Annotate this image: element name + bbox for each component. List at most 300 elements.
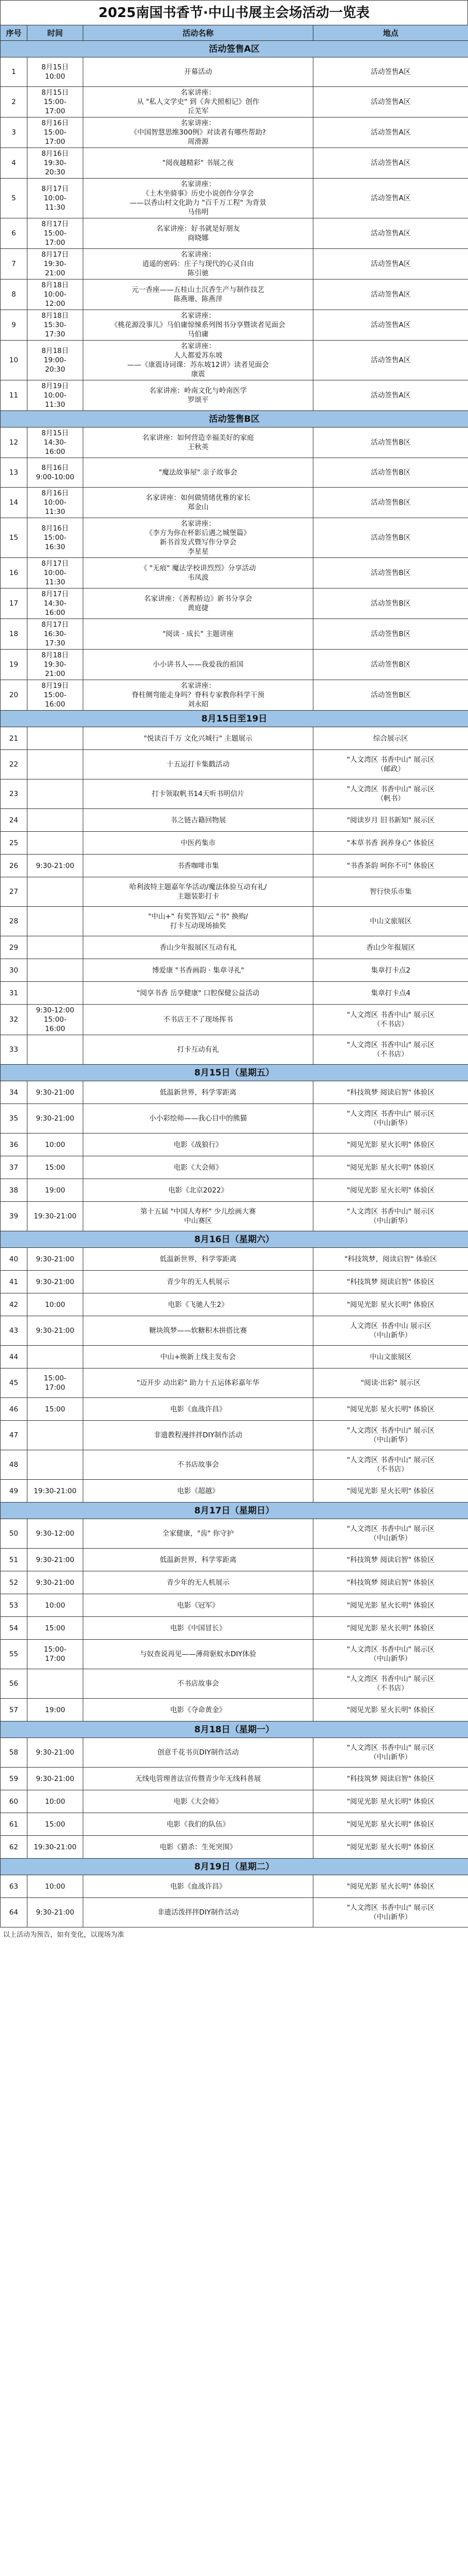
cell-place: 智行快乐市集 <box>313 877 468 907</box>
cell-no: 28 <box>1 907 27 936</box>
cell-place: 综合展示区 <box>313 727 468 750</box>
table-row <box>1 1617 468 1640</box>
cell-time: 8月17日 19:30- 21:00 <box>27 249 83 279</box>
cell-activity: 电影《大会师》 <box>83 1790 313 1813</box>
cell-place: "阅见光影 星火长明" 体验区 <box>313 1480 468 1503</box>
cell-no: 38 <box>1 1179 27 1202</box>
cell-no: 52 <box>1 1571 27 1594</box>
cell-place: 活动签售A区 <box>313 148 468 179</box>
table-row <box>1 727 468 750</box>
table-row <box>1 1398 468 1421</box>
cell-activity: 名家讲座： 《桃花源没事儿》马伯庸惊悚系列图书分享暨读者见面会 马伯庸 <box>83 310 313 341</box>
table-row <box>1 959 468 982</box>
cell-no: 43 <box>1 1316 27 1346</box>
cell-no: 56 <box>1 1669 27 1699</box>
header-time: 时间 <box>27 25 83 41</box>
cell-activity: 糖块筑梦——软糖积木拼搭比赛 <box>83 1316 313 1346</box>
cell-place: "阅见光影 星火长明" 体验区 <box>313 1293 468 1316</box>
cell-time: 8月16日 15:00- 17:00 <box>27 117 83 148</box>
table-row <box>1 1898 468 1927</box>
table-row <box>1 1134 468 1156</box>
cell-no: 7 <box>1 249 27 279</box>
cell-no: 5 <box>1 179 27 218</box>
cell-activity: 非遗教程漫拌拌DIY制作活动 <box>83 1421 313 1450</box>
cell-place: "人文湾区 书香中山" 展示区 （中山新华） <box>313 1202 468 1231</box>
cell-no: 13 <box>1 458 27 488</box>
section-header-row <box>1 1859 468 1875</box>
table-row <box>1 279 468 310</box>
table-row <box>1 1081 468 1104</box>
cell-no: 20 <box>1 680 27 711</box>
cell-place: "阅见光影 星火长明" 体验区 <box>313 1156 468 1179</box>
table-row <box>1 650 468 680</box>
cell-activity: 书香咖啡市集 <box>83 855 313 877</box>
table-row <box>1 1571 468 1594</box>
cell-time: 8月17日 16:30- 17:30 <box>27 619 83 650</box>
page-title: 2025南国书香节·中山书展主会场活动一览表 <box>0 0 468 25</box>
cell-time: 8月18日 19:30- 21:00 <box>27 650 83 680</box>
cell-no: 22 <box>1 750 27 779</box>
cell-activity: 书之链古籍回物展 <box>83 809 313 832</box>
cell-activity: 低温新世界，科学零距离 <box>83 1549 313 1571</box>
table-row <box>1 1836 468 1859</box>
cell-no: 50 <box>1 1519 27 1549</box>
cell-place: 活动签售A区 <box>313 57 468 87</box>
cell-place: "阅见光影 星火长明" 体验区 <box>313 1875 468 1898</box>
cell-place: 活动签售A区 <box>313 380 468 411</box>
cell-place: "阅见光影 星火长明" 体验区 <box>313 1398 468 1421</box>
cell-no: 54 <box>1 1617 27 1640</box>
cell-time: 15:00- 17:00 <box>27 1640 83 1669</box>
table-row <box>1 588 468 619</box>
cell-no: 47 <box>1 1421 27 1450</box>
cell-place: "科技筑梦 阅读启智" 体验区 <box>313 1549 468 1571</box>
cell-no: 55 <box>1 1640 27 1669</box>
cell-place: "人文湾区 书香中山" 展示区 （中山新华） <box>313 1421 468 1450</box>
cell-time <box>27 959 83 982</box>
table-row <box>1 750 468 779</box>
cell-no: 30 <box>1 959 27 982</box>
cell-no: 3 <box>1 117 27 148</box>
cell-activity: 电影《中国冒长》 <box>83 1617 313 1640</box>
cell-place: "人文湾区 书香中山" 展示区 （不书店） <box>313 1005 468 1035</box>
cell-no: 21 <box>1 727 27 750</box>
table-row <box>1 619 468 650</box>
cell-time: 8月17日 14:30- 16:00 <box>27 588 83 619</box>
cell-activity: "悦读百千万 文化兴城行" 主题展示 <box>83 727 313 750</box>
cell-no: 45 <box>1 1368 27 1398</box>
table-row <box>1 1594 468 1617</box>
cell-place: "科技筑梦 阅读启智" 体验区 <box>313 1571 468 1594</box>
cell-place: "人文湾区 书香中山" 展示区 （中山新华） <box>313 1519 468 1549</box>
cell-place: "阅读岁月 旧书新知" 展示区 <box>313 809 468 832</box>
cell-time <box>27 1035 83 1065</box>
cell-place: "人文湾区 书香中山" 展示区 （中山新华） <box>313 1898 468 1927</box>
cell-time: 9:30-21:00 <box>27 1571 83 1594</box>
footer-note: 以上活动为预告，如有变化，以现场为准 <box>3 1931 125 1939</box>
cell-time: 9:30-21:00 <box>27 855 83 877</box>
cell-place: "科技筑梦，阅读启智" 体验区 <box>313 1248 468 1271</box>
cell-no: 27 <box>1 877 27 907</box>
cell-time: 8月16日 19:30- 20:30 <box>27 148 83 179</box>
table-row <box>1 458 468 488</box>
cell-activity: 电影《我们的队伍》 <box>83 1813 313 1836</box>
table-row <box>1 117 468 148</box>
cell-place: "阅见光影 星火长明" 体验区 <box>313 1134 468 1156</box>
cell-activity: 元一香座——五桂山土沉香生产与制作技艺 陈燕珊、陈燕萍 <box>83 279 313 310</box>
cell-activity: 名家讲座：《善程桥边》新书分享会 黄庭捷 <box>83 588 313 619</box>
cell-activity: "阅享书香 岳享健康" 口腔保健公益活动 <box>83 982 313 1005</box>
cell-place: "人文湾区 书香中山" 展示区 （中山新华） <box>313 1104 468 1134</box>
table-row <box>1 936 468 959</box>
cell-time: 10:00 <box>27 1875 83 1898</box>
cell-time: 10:00 <box>27 1134 83 1156</box>
cell-place: "人文湾区 书香中山" 展示区 （不书店） <box>313 1669 468 1699</box>
cell-activity: 名家讲座：好书就是好朋友 商晓娜 <box>83 218 313 249</box>
cell-place: 活动签售B区 <box>313 458 468 488</box>
table-row <box>1 310 468 341</box>
cell-no: 26 <box>1 855 27 877</box>
section-title: 8月16日（星期六） <box>1 1231 468 1248</box>
cell-no: 19 <box>1 650 27 680</box>
cell-activity: 名家讲座： 《土木坐骑事》历史小说创作分享会 ——以香山村文化助力 "百千万工程" 为背景 马伟明 <box>83 179 313 218</box>
cell-time: 9:30-21:00 <box>27 1104 83 1134</box>
cell-no: 51 <box>1 1549 27 1571</box>
table-row <box>1 148 468 179</box>
cell-activity: 电影《冠军》 <box>83 1594 313 1617</box>
cell-place: 集章打卡点2 <box>313 959 468 982</box>
cell-time <box>27 1346 83 1368</box>
cell-place: 活动签售B区 <box>313 650 468 680</box>
schedule-table <box>0 25 468 1927</box>
cell-activity: 名家讲座： 逍遥的密码：庄子与现代的心灵自由 陈引驰 <box>83 249 313 279</box>
cell-activity: 打卡互动有礼 <box>83 1035 313 1065</box>
cell-no: 18 <box>1 619 27 650</box>
cell-time: 15:00 <box>27 1617 83 1640</box>
cell-place: "阅见光影 星火长明" 体验区 <box>313 1179 468 1202</box>
cell-activity: 电影《血战许昌》 <box>83 1875 313 1898</box>
cell-time: 9:30-21:00 <box>27 1248 83 1271</box>
cell-place: "人文湾区 书香中山" 展示区 （中山新华） <box>313 1640 468 1669</box>
cell-place: 活动签售A区 <box>313 279 468 310</box>
cell-activity: 哈利波特主题嘉年华活动/魔法体验互动有礼/ 主题装影打卡 <box>83 877 313 907</box>
cell-place: "本草书香 润养身心" 体验区 <box>313 832 468 855</box>
cell-no: 63 <box>1 1875 27 1898</box>
cell-no: 61 <box>1 1813 27 1836</box>
cell-activity: "中山+" 有奖答知/云 "书" 换购/ 打卡互动现场抽奖 <box>83 907 313 936</box>
table-row <box>1 1669 468 1699</box>
table-row <box>1 1104 468 1134</box>
cell-no: 11 <box>1 380 27 411</box>
cell-no: 29 <box>1 936 27 959</box>
cell-activity: 青少年的无人机展示 <box>83 1271 313 1293</box>
cell-no: 8 <box>1 279 27 310</box>
table-row <box>1 1346 468 1368</box>
cell-time: 9:30-21:00 <box>27 1081 83 1104</box>
table-row <box>1 832 468 855</box>
cell-place: "人文湾区 书香中山" 展示区 （邮政） <box>313 750 468 779</box>
cell-activity: "魔法故事屋" 亲子故事会 <box>83 458 313 488</box>
cell-place: 活动签售B区 <box>313 428 468 458</box>
cell-place: 中山文旅展区 <box>313 907 468 936</box>
cell-place: 活动签售B区 <box>313 558 468 588</box>
cell-no: 44 <box>1 1346 27 1368</box>
cell-no: 17 <box>1 588 27 619</box>
cell-no: 59 <box>1 1768 27 1790</box>
cell-time: 9:30-21:00 <box>27 1549 83 1571</box>
cell-activity: 打卡领取帆书14天听书明信片 <box>83 779 313 809</box>
cell-no: 49 <box>1 1480 27 1503</box>
table-row <box>1 1179 468 1202</box>
cell-activity: 电影《猎杀：生死突围》 <box>83 1836 313 1859</box>
cell-activity: 十五运打卡集戳活动 <box>83 750 313 779</box>
cell-place: 活动签售B区 <box>313 588 468 619</box>
cell-time <box>27 982 83 1005</box>
cell-no: 10 <box>1 341 27 380</box>
cell-activity: 电影《大会师》 <box>83 1156 313 1179</box>
cell-no: 4 <box>1 148 27 179</box>
cell-place: 活动签售B区 <box>313 680 468 711</box>
section-title: 活动签售B区 <box>1 411 468 428</box>
cell-no: 35 <box>1 1104 27 1134</box>
cell-activity: 非遗活泼拌拌DIY制作活动 <box>83 1898 313 1927</box>
table-row <box>1 1519 468 1549</box>
cell-activity: 中山+焕新上线主发布会 <box>83 1346 313 1368</box>
cell-activity: 电影《超越》 <box>83 1480 313 1503</box>
table-row <box>1 179 468 218</box>
cell-time: 19:00 <box>27 1179 83 1202</box>
cell-time: 19:00 <box>27 1699 83 1721</box>
cell-time <box>27 832 83 855</box>
cell-time <box>27 727 83 750</box>
cell-time: 9:30-12:00 <box>27 1519 83 1549</box>
section-title: 8月15日至19日 <box>1 711 468 727</box>
section-header-row <box>1 711 468 727</box>
cell-time: 9:30-21:00 <box>27 1738 83 1768</box>
cell-activity: 名家讲座：如何做情绪优雅的家长 郑金山 <box>83 488 313 518</box>
cell-activity: 博爱康 "书香画韵 · 集章寻礼" <box>83 959 313 982</box>
cell-time: 8月19日 10:00- 11:30 <box>27 380 83 411</box>
table-row <box>1 1271 468 1293</box>
cell-no: 15 <box>1 518 27 558</box>
table-row <box>1 518 468 558</box>
table-row <box>1 1368 468 1398</box>
cell-activity: 电影《血战许昌》 <box>83 1398 313 1421</box>
cell-activity: 电影《战狼行》 <box>83 1134 313 1156</box>
cell-activity: 名家讲座： 从 "私人文学史" 到《奔犬照相记》创作 丘芜军 <box>83 87 313 117</box>
table-row <box>1 1316 468 1346</box>
cell-place: "阅见光影 星火长明" 体验区 <box>313 1699 468 1721</box>
cell-time <box>27 877 83 907</box>
cell-place: 活动签售B区 <box>313 488 468 518</box>
table-row <box>1 1790 468 1813</box>
section-header-row <box>1 1065 468 1081</box>
cell-place: "书香茶韵 呵你不可" 体验区 <box>313 855 468 877</box>
cell-no: 37 <box>1 1156 27 1179</box>
table-row <box>1 1005 468 1035</box>
cell-place: "阅见光影 星火长明" 体验区 <box>313 1617 468 1640</box>
cell-activity: 低温新世界，科学零距离 <box>83 1248 313 1271</box>
table-row <box>1 877 468 907</box>
cell-time <box>27 907 83 936</box>
cell-activity: 开幕活动 <box>83 57 313 87</box>
cell-time <box>27 750 83 779</box>
cell-time: 15:00 <box>27 1156 83 1179</box>
cell-activity: 与奴查说再见——薄荷驱蚊水DIY体验 <box>83 1640 313 1669</box>
table-row <box>1 1450 468 1480</box>
cell-place: "阅读·出彩" 展示区 <box>313 1368 468 1398</box>
table-row <box>1 57 468 87</box>
table-header-row <box>1 25 468 41</box>
section-header-row <box>1 1721 468 1738</box>
table-row <box>1 1738 468 1768</box>
cell-time: 9:30-21:00 <box>27 1271 83 1293</box>
cell-time <box>27 779 83 809</box>
cell-no: 46 <box>1 1398 27 1421</box>
cell-activity: 香山少年报展区互动有礼 <box>83 936 313 959</box>
table-row <box>1 1248 468 1271</box>
table-row <box>1 1768 468 1790</box>
cell-time: 8月16日 10:00- 11:30 <box>27 488 83 518</box>
cell-place: 活动签售A区 <box>313 87 468 117</box>
cell-time: 8月17日 15:00- 17:00 <box>27 218 83 249</box>
cell-no: 6 <box>1 218 27 249</box>
cell-time <box>27 1421 83 1450</box>
cell-activity: "阅夜越精彩" 书展之夜 <box>83 148 313 179</box>
cell-no: 53 <box>1 1594 27 1617</box>
cell-activity: "迈开步 动出彩" 助力十五运体彩嘉年华 <box>83 1368 313 1398</box>
cell-activity: 低温新世界，科学零距离 <box>83 1081 313 1104</box>
cell-time: 15:00 <box>27 1813 83 1836</box>
cell-activity: 名家讲座： 脊柱侧弯能走身吗？脊科专家教你科学干预 刘永昭 <box>83 680 313 711</box>
cell-activity: "阅读 · 成长" 主题讲座 <box>83 619 313 650</box>
cell-no: 36 <box>1 1134 27 1156</box>
table-row <box>1 341 468 380</box>
cell-place: "人文湾区 书香中山" 展示区 （帆书） <box>313 779 468 809</box>
cell-activity: 名家讲座： 《李方为你在杯影后遇之城堡篇》 新书首发式暨写作分享会 李星星 <box>83 518 313 558</box>
cell-no: 23 <box>1 779 27 809</box>
table-row <box>1 1480 468 1503</box>
cell-place: 活动签售A区 <box>313 117 468 148</box>
cell-time <box>27 1669 83 1699</box>
cell-activity: 青少年的无人机展示 <box>83 1571 313 1594</box>
cell-time: 8月19日 15:00- 16:00 <box>27 680 83 711</box>
cell-activity: 《 "无痕" 魔法学校讲烈烈》分享活动 韦凤波 <box>83 558 313 588</box>
cell-time: 8月15日 15:00- 17:00 <box>27 87 83 117</box>
cell-no: 64 <box>1 1898 27 1927</box>
cell-time <box>27 809 83 832</box>
cell-no: 60 <box>1 1790 27 1813</box>
cell-place: 集章打卡点4 <box>313 982 468 1005</box>
cell-time <box>27 936 83 959</box>
cell-no: 40 <box>1 1248 27 1271</box>
cell-place: 活动签售A区 <box>313 310 468 341</box>
cell-no: 1 <box>1 57 27 87</box>
cell-time: 8月18日 15:30- 17:30 <box>27 310 83 341</box>
cell-place: "人文湾区 书香中山" 展示区 （不书店） <box>313 1450 468 1480</box>
cell-time: 8月17日 10:00- 11:30 <box>27 179 83 218</box>
table-row <box>1 1293 468 1316</box>
section-title: 8月18日（星期一） <box>1 1721 468 1738</box>
table-row <box>1 1699 468 1721</box>
cell-place: 活动签售A区 <box>313 249 468 279</box>
table-row <box>1 380 468 411</box>
cell-no: 9 <box>1 310 27 341</box>
cell-activity: 全家健康，"齿" 你守护 <box>83 1519 313 1549</box>
table-row <box>1 1640 468 1669</box>
table-row <box>1 1813 468 1836</box>
section-title: 8月17日（星期日） <box>1 1503 468 1519</box>
cell-time <box>27 1450 83 1480</box>
cell-activity: 不书店王不了现场挥书 <box>83 1005 313 1035</box>
cell-no: 12 <box>1 428 27 458</box>
cell-time: 8月18日 19:00- 20:30 <box>27 341 83 380</box>
cell-time: 9:30-21:00 <box>27 1768 83 1790</box>
cell-time: 8月16日 9:00-10:00 <box>27 458 83 488</box>
cell-activity: 小小讲书人——我爱我的祖国 <box>83 650 313 680</box>
cell-place: 香山少年报展区 <box>313 936 468 959</box>
cell-no: 2 <box>1 87 27 117</box>
cell-no: 16 <box>1 558 27 588</box>
cell-place: "阅见光影 星火长明" 体验区 <box>313 1790 468 1813</box>
cell-activity: 不书店故事会 <box>83 1450 313 1480</box>
cell-place: 活动签售B区 <box>313 518 468 558</box>
cell-place: "阅见光影 星火长明" 体验区 <box>313 1813 468 1836</box>
cell-place: "阅见光影 星火长明" 体验区 <box>313 1594 468 1617</box>
table-row <box>1 1156 468 1179</box>
table-row <box>1 779 468 809</box>
cell-activity: 小小彩绘师——我心目中的熊猫 <box>83 1104 313 1134</box>
cell-time: 10:00 <box>27 1790 83 1813</box>
cell-place: "科技筑梦 阅读启智" 体验区 <box>313 1271 468 1293</box>
table-row <box>1 1549 468 1571</box>
cell-no: 58 <box>1 1738 27 1768</box>
cell-no: 24 <box>1 809 27 832</box>
cell-activity: 不书店故事会 <box>83 1669 313 1699</box>
cell-time: 15:00 <box>27 1398 83 1421</box>
section-header-row <box>1 411 468 428</box>
cell-no: 39 <box>1 1202 27 1231</box>
table-row <box>1 218 468 249</box>
cell-time: 19:30-21:00 <box>27 1202 83 1231</box>
cell-time: 9:30-21:00 <box>27 1898 83 1927</box>
cell-time: 10:00 <box>27 1293 83 1316</box>
cell-time: 9:30-21:00 <box>27 1316 83 1346</box>
cell-no: 42 <box>1 1293 27 1316</box>
table-row <box>1 428 468 458</box>
cell-place: 人文湾区 书香中山 展示区 （中山新华） <box>313 1316 468 1346</box>
cell-place: "人文湾区 书香中山" 展示区 （不书店） <box>313 1035 468 1065</box>
cell-place: "人文湾区 书香中山" 展示区 （中山新华） <box>313 1738 468 1768</box>
cell-place: "阅见光影 星火长明" 体验区 <box>313 1836 468 1859</box>
cell-place: "科技筑梦 阅读启智" 体验区 <box>313 1081 468 1104</box>
cell-activity: 名家讲座：如何营造幸福美好的家庭 王秋英 <box>83 428 313 458</box>
cell-place: "科技筑梦 阅读启智" 体验区 <box>313 1768 468 1790</box>
cell-place: 活动签售B区 <box>313 619 468 650</box>
cell-time: 9:30-12:00 15:00- 16:00 <box>27 1005 83 1035</box>
table-row <box>1 1035 468 1065</box>
cell-time: 10:00 <box>27 1594 83 1617</box>
cell-activity: 第十五届 "中国人寿杯" 少儿绘画大赛 中山赛区 <box>83 1202 313 1231</box>
table-row <box>1 809 468 832</box>
header-place: 地点 <box>313 25 468 41</box>
header-no: 序号 <box>1 25 27 41</box>
cell-activity: 创意千花书页DIY制作活动 <box>83 1738 313 1768</box>
cell-activity: 中医药集市 <box>83 832 313 855</box>
cell-no: 14 <box>1 488 27 518</box>
table-row <box>1 982 468 1005</box>
schedule-body <box>1 41 468 1927</box>
